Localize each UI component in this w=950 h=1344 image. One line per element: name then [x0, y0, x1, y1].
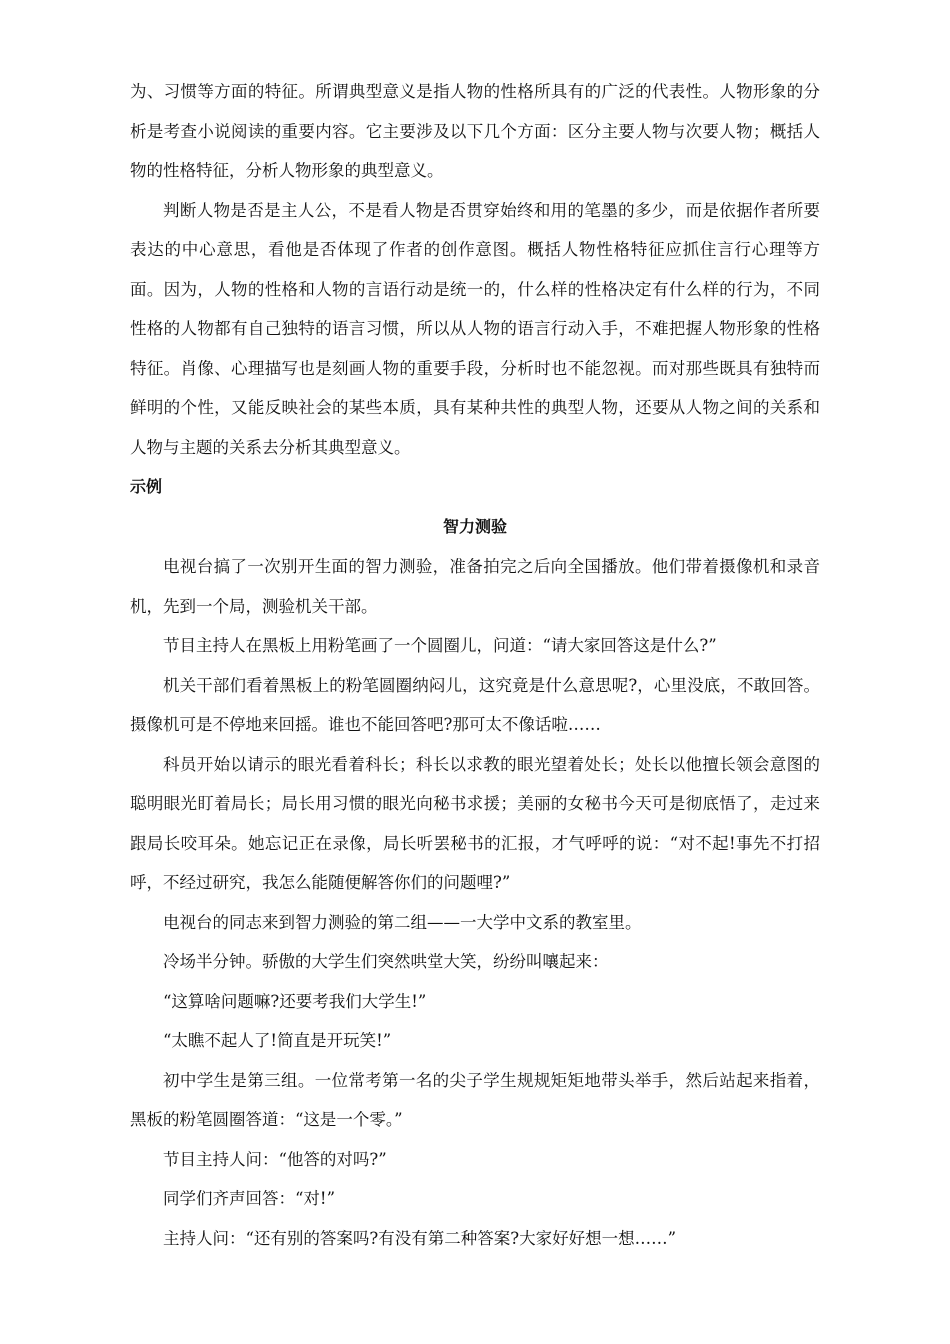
story-paragraph: 同学们齐声回答：“对!”	[163, 1189, 336, 1208]
story-paragraph: 电视台的同志来到智力测验的第二组——一大学中文系的教室里。	[163, 912, 642, 932]
story-paragraph: 主持人问：“还有别的答案吗?有没有第二种答案?大家好好想一想……”	[163, 1228, 677, 1248]
story-paragraph: 初中学生是第三组。一位常考第一名的尖子学生规规矩矩地带头举手，然后站起来指着，黑板的粉笔圆圈答道：“这是一个零。”	[130, 1070, 820, 1129]
story-paragraph: 电视台搞了一次别开生面的智力测验，准备拍完之后向全国播放。他们带着摄像机和录音机，先到一个局，测验机关干部。	[130, 557, 820, 616]
intro-paragraph-2: 判断人物是否是主人公，不是看人物是否贯穿始终和用的笔墨的多少，而是依据作者所要表达的中心意思，看他是否体现了作者的创作意图。概括人物性格特征应抓住言行心理等方面。因为，人物的性格和人物的言语行动是统一的，什么样的性格决定有什么样的行为，不同性格的人物都有自己独特的语言习惯，所以从人物的语言行动入手，不难把握人物形象的性格特征。肖像、心理描写也是刻画人物的重要手段，分析时也不能忽视。而对那些既具有独特而鲜明的个性，又能反映社会的某些本质，具有某种共性的典型人物，还要从人物之间的关系和人物与主题的关系去分析其典型意义。	[130, 200, 820, 457]
intro-paragraph-1: 为、习惯等方面的特征。所谓典型意义是指人物的性格所具有的广泛的代表性。人物形象的分析是考查小说阅读的重要内容。它主要涉及以下几个方面：区分主要人物与次要人物；概括人物的性格特征，分析人物形象的典型意义。	[130, 82, 820, 180]
story-paragraph: 节目主持人在黑板上用粉笔画了一个圆圈儿，问道：“请大家回答这是什么?”	[163, 636, 717, 655]
story-paragraph: 科员开始以请示的眼光看着科长；科长以求教的眼光望着处长；处长以他擅长领会意图的聪明眼光盯着局长；局长用习惯的眼光向秘书求援；美丽的女秘书今天可是彻底悟了，走过来跟局长咬耳朵。她忘记正在录像，局长听罢秘书的汇报，才气呼呼的说：“对不起!事先不打招呼，不经过研究，我怎么能随便解答你们的问题哩?”	[130, 754, 820, 892]
story-paragraph: “这算啥问题嘛?还要考我们大学生!”	[163, 991, 427, 1011]
story-paragraph: 冷场半分钟。骄傲的大学生们突然哄堂大笑，纷纷叫嚷起来：	[163, 952, 609, 971]
story-title: 智力测验	[442, 517, 507, 536]
example-label: 示例	[130, 477, 163, 496]
document-body	[130, 72, 820, 1258]
story-paragraph: “太瞧不起人了!简直是开玩笑!”	[163, 1031, 392, 1050]
story-paragraph: 机关干部们看着黑板上的粉笔圆圈纳闷儿，这究竟是什么意思呢?，心里没底，不敢回答。摄像机可是不停地来回摇。谁也不能回答吧?那可太不像话啦……	[130, 675, 820, 734]
story-paragraph: 节目主持人问：“他答的对吗?”	[163, 1149, 387, 1169]
